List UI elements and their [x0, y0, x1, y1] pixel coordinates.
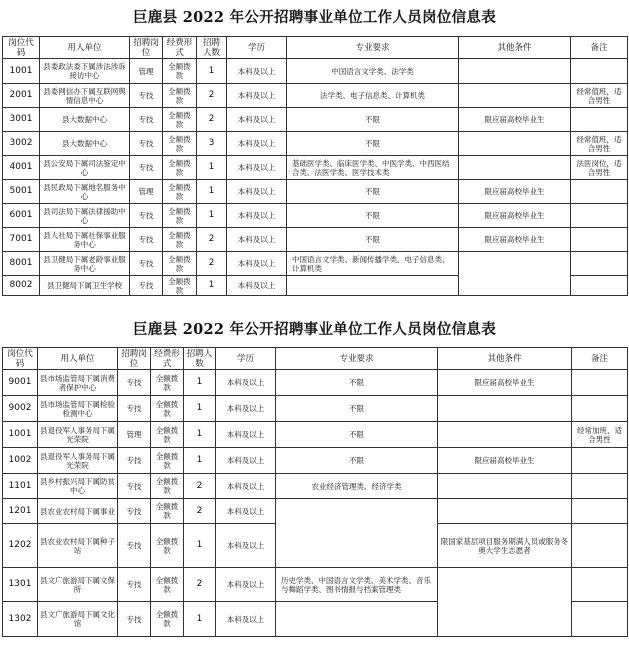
- cell-headcount: 1: [184, 448, 216, 474]
- column-header-major: 专业要求: [276, 348, 438, 370]
- cell-other-conditions: 限应届高校毕业生: [459, 204, 571, 228]
- cell-employer: 县大数据中心: [40, 132, 130, 156]
- column-header-other-conditions: 其他条件: [459, 37, 571, 59]
- position-table-2: [2, 347, 628, 637]
- cell-post-code: 3002: [3, 132, 40, 156]
- cell-headcount: 1: [184, 396, 216, 422]
- cell-funding: 全额拨款: [163, 132, 197, 156]
- cell-post-code: 1202: [3, 524, 38, 568]
- cell-post-type: 管理: [118, 422, 151, 448]
- cell-major: 历史学类、中国语言文学类、美术学类、音乐与舞蹈学类、图书情报与档案管理类: [276, 568, 438, 602]
- cell-remarks: [572, 568, 628, 602]
- cell-major: 不限: [287, 204, 459, 228]
- cell-funding: 全额拨款: [151, 370, 184, 396]
- cell-funding: 全额拨款: [151, 568, 184, 602]
- cell-funding: 全额拨款: [163, 59, 197, 84]
- cell-education: 本科及以上: [216, 499, 276, 524]
- column-header-post-type: 招聘岗位: [130, 37, 163, 59]
- cell-education: 本科及以上: [216, 474, 276, 499]
- cell-headcount: 1: [197, 276, 227, 296]
- cell-other-conditions: 限应届高校毕业生: [459, 228, 571, 252]
- cell-funding: 全额拨款: [151, 499, 184, 524]
- cell-other-conditions: 限应届高校毕业生: [459, 108, 571, 132]
- cell-education: 本科及以上: [227, 84, 287, 108]
- cell-employer: 县文广旅游局下属文保所: [38, 568, 118, 602]
- header-row: [3, 37, 628, 59]
- cell-funding: 全额拨款: [151, 524, 184, 568]
- cell-major: [287, 276, 459, 296]
- cell-post-type: 专技: [130, 276, 163, 296]
- cell-employer: 县卫健局下属老龄事业服务中心: [40, 252, 130, 276]
- cell-major: 不限: [276, 396, 438, 422]
- table-row: [3, 448, 628, 474]
- column-header-funding: 经费形式: [163, 37, 197, 59]
- cell-remarks: [571, 59, 628, 84]
- cell-post-code: 1201: [3, 499, 38, 524]
- cell-headcount: 3: [197, 132, 227, 156]
- cell-headcount: 1: [197, 156, 227, 180]
- cell-post-code: 7001: [3, 228, 40, 252]
- cell-major: 中国语言文学类、新闻传播学类、电子信息类、计算机类: [287, 252, 459, 276]
- cell-post-type: 专技: [130, 108, 163, 132]
- column-header-education: 学历: [216, 348, 276, 370]
- cell-major: 基础医学类、临床医学类、中医学类、中西医结合类、法医学类、医学技术类: [287, 156, 459, 180]
- cell-education: 本科及以上: [216, 602, 276, 637]
- cell-post-type: 专技: [118, 396, 151, 422]
- cell-post-type: 专技: [118, 568, 151, 602]
- cell-funding: 全额拨款: [163, 108, 197, 132]
- column-header-post-code: 岗位代码: [3, 348, 38, 370]
- column-header-post-code: 岗位代码: [3, 37, 40, 59]
- cell-employer: 县委政法委下属涉法涉诉接访中心: [40, 59, 130, 84]
- cell-post-code: 2001: [3, 84, 40, 108]
- cell-remarks: 经常值班，适合男性: [571, 132, 628, 156]
- cell-employer: 县退役军人事务局下属光荣院: [38, 422, 118, 448]
- cell-employer: 县司法局下属法律援助中心: [40, 204, 130, 228]
- cell-employer: 县乡村振兴局下属防贫中心: [38, 474, 118, 499]
- position-table-1: [2, 36, 628, 296]
- cell-other-conditions: [459, 59, 571, 84]
- cell-education: 本科及以上: [216, 524, 276, 568]
- column-header-funding: 经费形式: [151, 348, 184, 370]
- cell-headcount: 1: [184, 422, 216, 448]
- cell-post-code: 1301: [3, 568, 38, 602]
- cell-major: 农业经济管理类、经济学类: [276, 474, 438, 499]
- cell-headcount: 1: [197, 59, 227, 84]
- cell-employer: 县农业农村局下属种子站: [38, 524, 118, 568]
- cell-funding: 全额拨款: [163, 84, 197, 108]
- header-row: [3, 348, 628, 370]
- table-row: [3, 59, 628, 84]
- cell-headcount: 1: [184, 602, 216, 637]
- cell-major: [276, 602, 438, 637]
- table-row: [3, 108, 628, 132]
- table-2-title: 巨鹿县 2022 年公开招聘事业单位工作人员岗位信息表: [132, 321, 497, 338]
- cell-remarks: [571, 252, 628, 276]
- cell-remarks: 法医岗位，适合男性: [571, 156, 628, 180]
- cell-other-conditions: [438, 396, 572, 422]
- cell-funding: 全额拨款: [151, 396, 184, 422]
- cell-post-code: 1001: [3, 422, 38, 448]
- cell-education: 本科及以上: [227, 276, 287, 296]
- cell-post-type: 管理: [130, 59, 163, 84]
- column-header-employer: 用人单位: [40, 37, 130, 59]
- cell-post-type: 专技: [130, 132, 163, 156]
- cell-post-type: 专技: [130, 84, 163, 108]
- cell-funding: 全额拨款: [163, 276, 197, 296]
- cell-remarks: [572, 370, 628, 396]
- cell-other-conditions: 限国家基层项目服务期满人员或服务冬奥大学生志愿者: [438, 524, 572, 568]
- cell-employer: 县文广旅游局下属文化馆: [38, 602, 118, 637]
- cell-education: 本科及以上: [227, 108, 287, 132]
- cell-post-type: 专技: [130, 228, 163, 252]
- column-header-major: 专业要求: [287, 37, 459, 59]
- cell-employer: 县公安局下属司法鉴定中心: [40, 156, 130, 180]
- cell-post-code: 1302: [3, 602, 38, 637]
- cell-post-code: 1001: [3, 59, 40, 84]
- cell-post-code: 9002: [3, 396, 38, 422]
- cell-other-conditions: [459, 156, 571, 180]
- cell-funding: 全额拨款: [163, 180, 197, 204]
- cell-major: 不限: [276, 370, 438, 396]
- cell-post-code: 5001: [3, 180, 40, 204]
- table-row: [3, 370, 628, 396]
- cell-major: 不限: [287, 132, 459, 156]
- table-row: [3, 252, 628, 276]
- cell-education: 本科及以上: [216, 370, 276, 396]
- cell-education: 本科及以上: [216, 568, 276, 602]
- cell-major: 不限: [276, 422, 438, 448]
- cell-major: 不限: [276, 448, 438, 474]
- cell-other-conditions: 限应届高校毕业生: [438, 448, 572, 474]
- table-row: [3, 132, 628, 156]
- cell-employer: 县市场监管局下属检验检测中心: [38, 396, 118, 422]
- cell-education: 本科及以上: [227, 180, 287, 204]
- table-row: [3, 499, 628, 524]
- cell-funding: 全额拨款: [151, 474, 184, 499]
- table-row: [3, 568, 628, 602]
- cell-remarks: 经常加班，适合男性: [572, 422, 628, 448]
- table-row: [3, 474, 628, 499]
- cell-funding: 全额拨款: [163, 252, 197, 276]
- cell-remarks: [571, 276, 628, 296]
- cell-other-conditions: 限应届高校毕业生: [459, 180, 571, 204]
- cell-education: 本科及以上: [227, 252, 287, 276]
- cell-education: 本科及以上: [216, 448, 276, 474]
- cell-remarks: [572, 524, 628, 568]
- cell-post-type: 专技: [118, 474, 151, 499]
- cell-headcount: 1: [197, 180, 227, 204]
- cell-remarks: [572, 448, 628, 474]
- cell-remarks: [572, 396, 628, 422]
- cell-remarks: [572, 474, 628, 499]
- cell-headcount: 2: [197, 108, 227, 132]
- cell-employer: 县委网信办下属互联网舆情信息中心: [40, 84, 130, 108]
- cell-major: 不限: [287, 108, 459, 132]
- table-row: [3, 156, 628, 180]
- cell-funding: 全额拨款: [151, 422, 184, 448]
- table-row: [3, 84, 628, 108]
- cell-post-code: 1101: [3, 474, 38, 499]
- cell-headcount: 2: [197, 84, 227, 108]
- column-header-employer: 用人单位: [38, 348, 118, 370]
- cell-post-type: 专技: [118, 602, 151, 637]
- cell-other-conditions: [438, 499, 572, 524]
- cell-headcount: 2: [184, 499, 216, 524]
- cell-post-code: 6001: [3, 204, 40, 228]
- table-1-title: 巨鹿县 2022 年公开招聘事业单位工作人员岗位信息表: [132, 9, 497, 26]
- cell-education: 本科及以上: [227, 204, 287, 228]
- column-header-post-type: 招聘岗位: [118, 348, 151, 370]
- cell-education: 本科及以上: [227, 132, 287, 156]
- cell-headcount: 2: [197, 228, 227, 252]
- cell-post-type: 专技: [130, 204, 163, 228]
- cell-post-type: 专技: [130, 156, 163, 180]
- cell-employer: 县市场监管局下属消费者保护中心: [38, 370, 118, 396]
- cell-funding: 全额拨款: [163, 156, 197, 180]
- cell-post-code: 1002: [3, 448, 38, 474]
- cell-employer: 县卫健局下属卫生学校: [40, 276, 130, 296]
- cell-funding: 全额拨款: [151, 448, 184, 474]
- cell-post-type: 管理: [130, 180, 163, 204]
- cell-remarks: [571, 180, 628, 204]
- cell-major: 法学类、电子信息类、计算机类: [287, 84, 459, 108]
- cell-post-code: 3001: [3, 108, 40, 132]
- cell-remarks: [571, 108, 628, 132]
- cell-remarks: [572, 499, 628, 524]
- column-header-remarks: 备注: [572, 348, 628, 370]
- table-row: [3, 422, 628, 448]
- cell-major: 中国语言文学类、法学类: [287, 59, 459, 84]
- cell-remarks: [571, 204, 628, 228]
- cell-other-conditions: [438, 422, 572, 448]
- cell-post-type: 专技: [118, 524, 151, 568]
- column-header-remarks: 备注: [571, 37, 628, 59]
- column-header-headcount: 招聘人数: [197, 37, 227, 59]
- table-row: [3, 396, 628, 422]
- cell-post-code: 8002: [3, 276, 40, 296]
- cell-post-code: 8001: [3, 252, 40, 276]
- cell-employer: 县退役军人事务局下属光荣院: [38, 448, 118, 474]
- cell-education: 本科及以上: [216, 422, 276, 448]
- cell-other-conditions: [459, 252, 571, 296]
- cell-employer: 县民政局下属地名服务中心: [40, 180, 130, 204]
- cell-other-conditions: 限应届高校毕业生: [438, 370, 572, 396]
- cell-funding: 全额拨款: [163, 228, 197, 252]
- cell-major: 不限: [287, 180, 459, 204]
- cell-funding: 全额拨款: [163, 204, 197, 228]
- column-header-headcount: 招聘人数: [184, 348, 216, 370]
- cell-major: [276, 499, 438, 568]
- cell-post-type: 专技: [118, 499, 151, 524]
- table-row: [3, 228, 628, 252]
- cell-other-conditions: [459, 84, 571, 108]
- cell-post-code: 9001: [3, 370, 38, 396]
- cell-headcount: 2: [197, 252, 227, 276]
- cell-remarks: [571, 228, 628, 252]
- cell-headcount: 1: [197, 204, 227, 228]
- column-header-other-conditions: 其他条件: [438, 348, 572, 370]
- cell-other-conditions: [438, 474, 572, 499]
- cell-post-code: 4001: [3, 156, 40, 180]
- cell-other-conditions: [459, 132, 571, 156]
- cell-headcount: 2: [184, 474, 216, 499]
- cell-education: 本科及以上: [227, 156, 287, 180]
- cell-remarks: [572, 602, 628, 637]
- cell-headcount: 2: [184, 568, 216, 602]
- cell-headcount: 1: [184, 524, 216, 568]
- table-row: [3, 204, 628, 228]
- cell-funding: 全额拨款: [151, 602, 184, 637]
- cell-post-type: 专技: [118, 448, 151, 474]
- cell-major: 不限: [287, 228, 459, 252]
- cell-employer: 县大数据中心: [40, 108, 130, 132]
- cell-remarks: 经常值班，适合男性: [571, 84, 628, 108]
- cell-employer: 县农业农村局下属事业: [38, 499, 118, 524]
- cell-education: 本科及以上: [216, 396, 276, 422]
- column-header-education: 学历: [227, 37, 287, 59]
- cell-other-conditions: [438, 568, 572, 637]
- cell-employer: 县人社局下属社保事业服务中心: [40, 228, 130, 252]
- cell-post-type: 专技: [130, 252, 163, 276]
- cell-headcount: 1: [184, 370, 216, 396]
- table-row: [3, 180, 628, 204]
- cell-education: 本科及以上: [227, 228, 287, 252]
- cell-education: 本科及以上: [227, 59, 287, 84]
- cell-post-type: 专技: [118, 370, 151, 396]
